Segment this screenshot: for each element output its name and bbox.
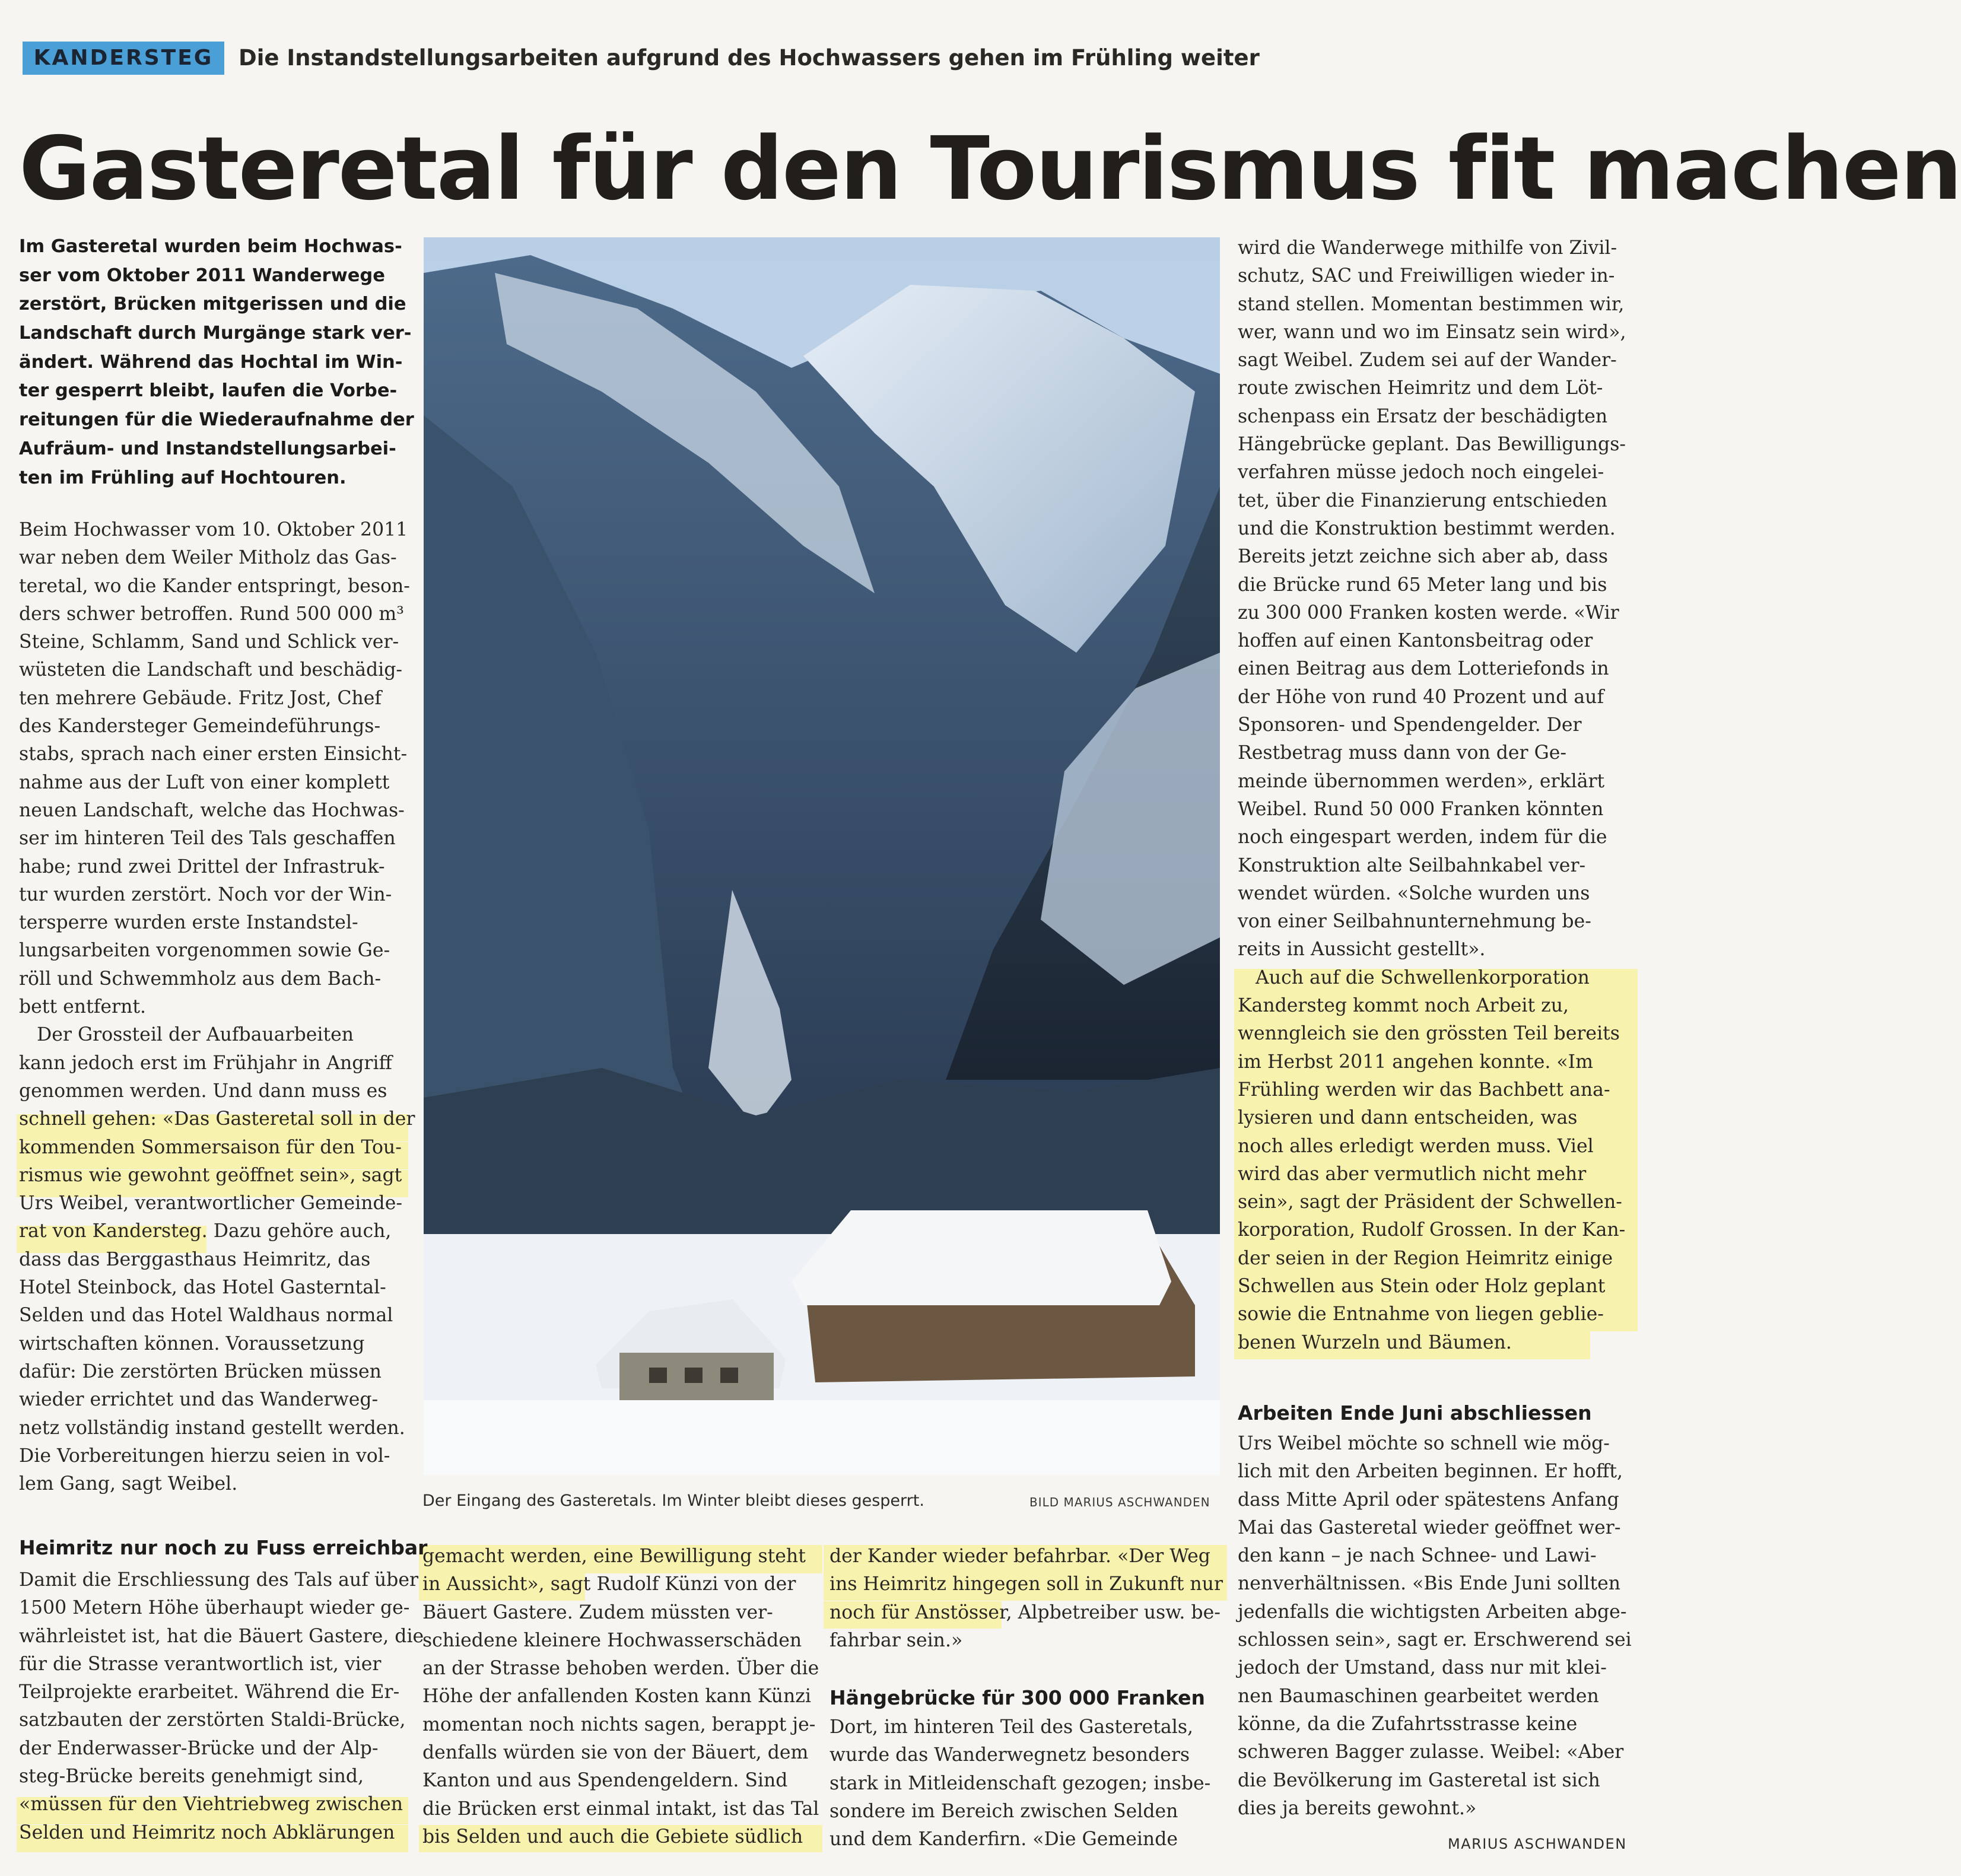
body-line: kommenden Sommersaison für den Tou- — [19, 1136, 402, 1158]
body-line: verfahren müsse jedoch noch eingelei- — [1238, 462, 1604, 484]
lead-line: ser vom Oktober 2011 Wanderwege — [19, 265, 385, 286]
body-line: stabs, sprach nach einer ersten Einsicht- — [19, 743, 408, 765]
body-line: wenngleich sie den grössten Teil bereits — [1238, 1023, 1620, 1045]
body-line: Bereits jetzt zeichne sich aber ab, dass — [1238, 546, 1609, 568]
body-line: Beim Hochwasser vom 10. Oktober 2011 — [19, 519, 408, 540]
body-line: korporation, Rudolf Grossen. In der Kan- — [1238, 1219, 1626, 1241]
headline: Gasteretal für den Tourismus fit machen — [19, 118, 1961, 220]
body-line: und die Konstruktion bestimmt werden. — [1238, 517, 1616, 539]
body-line: und dem Kanderfirn. «Die Gemeinde — [829, 1829, 1178, 1850]
body-line: Selden und das Hotel Waldhaus normal — [19, 1305, 393, 1327]
body-line: bis Selden und auch die Gebiete südlich — [422, 1826, 803, 1848]
body-line: in Aussicht», sagt Rudolf Künzi von der — [422, 1573, 796, 1595]
subhead-heimritz: Heimritz nur noch zu Fuss erreichbar — [19, 1536, 428, 1559]
body-line: teretal, wo die Kander entspringt, beson- — [19, 575, 410, 597]
lead-line: Im Gasteretal wurden beim Hochwas- — [19, 236, 402, 257]
body-line: könne, da die Zufahrtsstrasse keine — [1238, 1713, 1578, 1735]
lead-line: reitungen für die Wiederaufnahme der — [19, 409, 414, 431]
body-line: neuen Landschaft, welche das Hochwas- — [19, 799, 405, 821]
body-line: der Enderwasser-Brücke und der Alp- — [19, 1737, 379, 1759]
body-line: nenverhältnissen. «Bis Ende Juni sollten — [1238, 1573, 1621, 1595]
body-line: wird das aber vermutlich nicht mehr — [1238, 1163, 1587, 1185]
body-line: lysieren und dann entscheiden, was — [1238, 1107, 1578, 1129]
lead-line: zerstört, Brücken mitgerissen und die — [19, 294, 406, 315]
body-line: lich mit den Arbeiten beginnen. Er hofft, — [1238, 1461, 1623, 1483]
body-line: Steine, Schlamm, Sand und Schlick ver- — [19, 631, 399, 653]
body-line: Der Grossteil der Aufbauarbeiten — [19, 1024, 354, 1046]
body-line: denfalls würden sie von der Bäuert, dem — [422, 1742, 809, 1764]
body-line: nahme aus der Luft von einer komplett — [19, 771, 390, 793]
body-line: momentan noch nichts sagen, berappt je- — [422, 1713, 816, 1735]
body-line: Frühling werden wir das Bachbett ana- — [1238, 1079, 1610, 1101]
body-line: jedoch der Umstand, dass nur mit klei- — [1238, 1657, 1607, 1679]
body-line: noch für Anstösser, Alpbetreiber usw. be- — [829, 1601, 1221, 1623]
body-line: war neben dem Weiler Mitholz das Gas- — [19, 547, 397, 569]
subhead-arbeiten-ende-juni: Arbeiten Ende Juni abschliessen — [1238, 1401, 1592, 1425]
body-line: wer, wann und wo im Einsatz sein wird», — [1238, 321, 1626, 343]
article-body-col3 — [829, 1543, 1221, 1655]
body-line: ins Heimritz hingegen soll in Zukunft nur — [829, 1573, 1223, 1595]
body-line: sowie die Entnahme von liegen geblie- — [1238, 1303, 1604, 1325]
body-line: wüsteten die Landschaft und beschädig- — [19, 659, 403, 681]
article-body-col4 — [1238, 234, 1626, 1357]
body-line: stand stellen. Momentan bestimmen wir, — [1238, 293, 1625, 315]
body-line: im Herbst 2011 angehen konnte. «Im — [1238, 1051, 1593, 1073]
body-line: sondere im Bereich zwischen Selden — [829, 1800, 1178, 1822]
author-byline: MARIUS ASCHWANDEN — [1448, 1836, 1627, 1852]
body-line: wieder errichtet und das Wanderweg- — [19, 1389, 379, 1411]
body-line: Kanton und aus Spendengeldern. Sind — [422, 1770, 788, 1792]
body-line: meinde übernommen werden», erklärt — [1238, 770, 1605, 792]
body-line: tersperre wurden erste Instandstel- — [19, 912, 358, 934]
body-line: Selden und Heimritz noch Abklärungen — [19, 1821, 395, 1843]
body-line: Weibel. Rund 50 000 Franken könnten — [1238, 798, 1604, 820]
body-line: netz vollständig instand gestellt werden. — [19, 1417, 405, 1439]
body-line: für die Strasse verantwortlich ist, vier — [19, 1653, 382, 1675]
body-line: schutz, SAC und Freiwilligen wieder in- — [1238, 265, 1615, 287]
body-line: schiedene kleinere Hochwasserschäden — [422, 1629, 802, 1651]
body-line: reits in Aussicht gestellt». — [1238, 939, 1486, 961]
body-line: Teilprojekte erarbeitet. Während die Er- — [19, 1681, 400, 1703]
body-line: des Kandersteger Gemeindeführungs- — [19, 716, 381, 737]
lead-line: ändert. Während das Hochtal im Win- — [19, 351, 403, 373]
body-line: gemacht werden, eine Bewilligung steht — [422, 1546, 806, 1567]
body-line: dafür: Die zerstörten Brücken müssen — [19, 1360, 382, 1382]
body-line: stark in Mitleidenschaft gezogen; insbe- — [829, 1772, 1211, 1794]
body-line: Sponsoren- und Spendengelder. Der — [1238, 714, 1582, 736]
body-line: Kandersteg kommt noch Arbeit zu, — [1238, 995, 1569, 1017]
photo-credit: BILD MARIUS ASCHWANDEN — [1029, 1495, 1210, 1509]
body-line: schnell gehen: «Das Gasteretal soll in der — [19, 1108, 415, 1130]
body-line: einen Beitrag aus dem Lotteriefonds in — [1238, 658, 1609, 680]
subhead-haengebruecke: Hängebrücke für 300 000 Franken — [829, 1686, 1206, 1709]
article-body-col3-tail — [829, 1713, 1221, 1853]
body-line: wendet würden. «Solche wurden uns — [1238, 882, 1590, 904]
body-line: den kann – je nach Schnee- und Lawi- — [1238, 1545, 1597, 1567]
body-line: fahrbar sein.» — [829, 1629, 963, 1651]
kicker-text: Die Instandstellungsarbeiten aufgrund des Hochwassers gehen im Frühling weiter — [239, 45, 1260, 71]
body-line: genommen werden. Und dann muss es — [19, 1080, 387, 1102]
body-line: noch alles erledigt werden muss. Viel — [1238, 1135, 1594, 1157]
body-line: die Bevölkerung im Gasteretal ist sich — [1238, 1769, 1600, 1791]
body-line: ten mehrere Gebäude. Fritz Jost, Chef — [19, 687, 382, 709]
body-line: Auch auf die Schwellenkorporation — [1238, 966, 1590, 988]
body-line: wird die Wanderwege mithilfe von Zivil- — [1238, 237, 1617, 259]
body-line: sagt Weibel. Zudem sei auf der Wander- — [1238, 349, 1617, 371]
body-line: tur wurden zerstört. Noch vor der Win- — [19, 883, 392, 905]
body-line: bett entfernt. — [19, 996, 147, 1018]
body-line: kann jedoch erst im Frühjahr in Angriff — [19, 1052, 392, 1074]
body-line: Hängebrücke geplant. Das Bewilligungs- — [1238, 434, 1626, 456]
body-line: habe; rund zwei Drittel der Infrastruk- — [19, 856, 385, 877]
body-line: lungsarbeiten vorgenommen sowie Ge- — [19, 940, 390, 962]
body-line: jedenfalls die wichtigsten Arbeiten abge- — [1238, 1601, 1627, 1623]
body-line: der seien in der Region Heimritz einige — [1238, 1247, 1613, 1269]
body-line: der Höhe von rund 40 Prozent und auf — [1238, 686, 1604, 708]
body-line: ders schwer betroffen. Rund 500 000 m³ — [19, 603, 404, 625]
body-line: «müssen für den Viehtriebweg zwischen — [19, 1794, 403, 1815]
body-line: dass Mitte April oder spätestens Anfang — [1238, 1489, 1619, 1511]
body-line: Dort, im hinteren Teil des Gasteretals, — [829, 1716, 1194, 1738]
body-line: steg-Brücke bereits genehmigt sind, — [19, 1766, 364, 1788]
body-line: dass das Berggasthaus Heimritz, das — [19, 1248, 371, 1270]
section-tag: KANDERSTEG — [33, 46, 214, 70]
body-line: dies ja bereits gewohnt.» — [1238, 1797, 1477, 1819]
body-line: rismus wie gewohnt geöffnet sein», sagt — [19, 1164, 402, 1186]
body-line: lem Gang, sagt Weibel. — [19, 1473, 238, 1495]
lead-line: ter gesperrt bleibt, laufen die Vorbe- — [19, 380, 398, 402]
body-line: Höhe der anfallenden Kosten kann Künzi — [422, 1686, 811, 1708]
body-line: Restbetrag muss dann von der Ge- — [1238, 742, 1567, 764]
body-line: hoffen auf einen Kantonsbeitrag oder — [1238, 630, 1593, 652]
article-body-col2 — [422, 1543, 819, 1851]
body-line: noch eingespart werden, indem für die — [1238, 826, 1607, 848]
body-line: Mai das Gasteretal wieder geöffnet wer- — [1238, 1516, 1621, 1538]
body-line: Hotel Steinbock, das Hotel Gasterntal- — [19, 1277, 386, 1299]
body-line: währleistet ist, hat die Bäuert Gastere, die — [19, 1625, 424, 1647]
body-line: rat von Kandersteg. Dazu gehöre auch, — [19, 1220, 392, 1242]
lead-line: Aufräum- und Instandstellungsarbei- — [19, 438, 396, 459]
body-line: wurde das Wanderwegnetz besonders — [829, 1744, 1190, 1766]
body-line: benen Wurzeln und Bäumen. — [1238, 1331, 1512, 1353]
body-line: Bäuert Gastere. Zudem müssten ver- — [422, 1601, 773, 1623]
body-line: schweren Bagger zulasse. Weibel: «Aber — [1238, 1741, 1624, 1763]
lead-line: Landschaft durch Murgänge stark ver- — [19, 323, 412, 344]
article-body-col1 — [19, 516, 415, 1498]
body-line: an der Strasse behoben werden. Über die — [422, 1658, 819, 1680]
body-line: 1500 Metern Höhe überhaupt wieder ge- — [19, 1597, 410, 1619]
body-line: schenpass ein Ersatz der beschädigten — [1238, 405, 1608, 427]
lead-line: ten im Frühling auf Hochtouren. — [19, 467, 347, 488]
body-line: röll und Schwemmholz aus dem Bach- — [19, 968, 382, 990]
body-line: Konstruktion alte Seilbahnkabel ver- — [1238, 854, 1586, 876]
body-line: Urs Weibel möchte so schnell wie mög- — [1238, 1433, 1610, 1454]
body-line: Urs Weibel, verantwortlicher Gemeinde- — [19, 1193, 402, 1214]
body-line: satzbauten der zerstörten Staldi-Brücke, — [19, 1709, 406, 1731]
body-line: nen Baumaschinen gearbeitet werden — [1238, 1685, 1599, 1707]
body-line: Damit die Erschliessung des Tals auf über — [19, 1569, 419, 1591]
body-line: Schwellen aus Stein oder Holz geplant — [1238, 1275, 1606, 1297]
body-line: wirtschaften können. Voraussetzung — [19, 1333, 365, 1354]
body-line: ser im hinteren Teil des Tals geschaffen — [19, 828, 396, 850]
body-line: zu 300 000 Franken kosten werde. «Wir — [1238, 602, 1619, 624]
article-lead — [19, 233, 414, 492]
body-line: tet, über die Finanzierung entschieden — [1238, 489, 1607, 511]
body-line: schlossen sein», sagt er. Erschwerend sei — [1238, 1629, 1632, 1651]
article-body-col1-tail — [19, 1566, 424, 1847]
body-line: von einer Seilbahnunternehmung be- — [1238, 911, 1591, 933]
body-line: der Kander wieder befahrbar. «Der Weg — [829, 1546, 1210, 1567]
body-line: route zwischen Heimritz und dem Löt- — [1238, 377, 1603, 399]
article-body-col4-tail — [1238, 1430, 1632, 1823]
mountain-valley-photo — [424, 237, 1220, 1475]
body-line: die Brücke rund 65 Meter lang und bis — [1238, 574, 1607, 596]
photo-caption: Der Eingang des Gasteretals. Im Winter bleibt dieses gesperrt. — [422, 1492, 924, 1510]
body-line: die Brücken erst einmal intakt, ist das Tal — [422, 1798, 819, 1820]
body-line: Die Vorbereitungen hierzu seien in vol- — [19, 1445, 390, 1467]
body-line: sein», sagt der Präsident der Schwellen- — [1238, 1191, 1622, 1213]
